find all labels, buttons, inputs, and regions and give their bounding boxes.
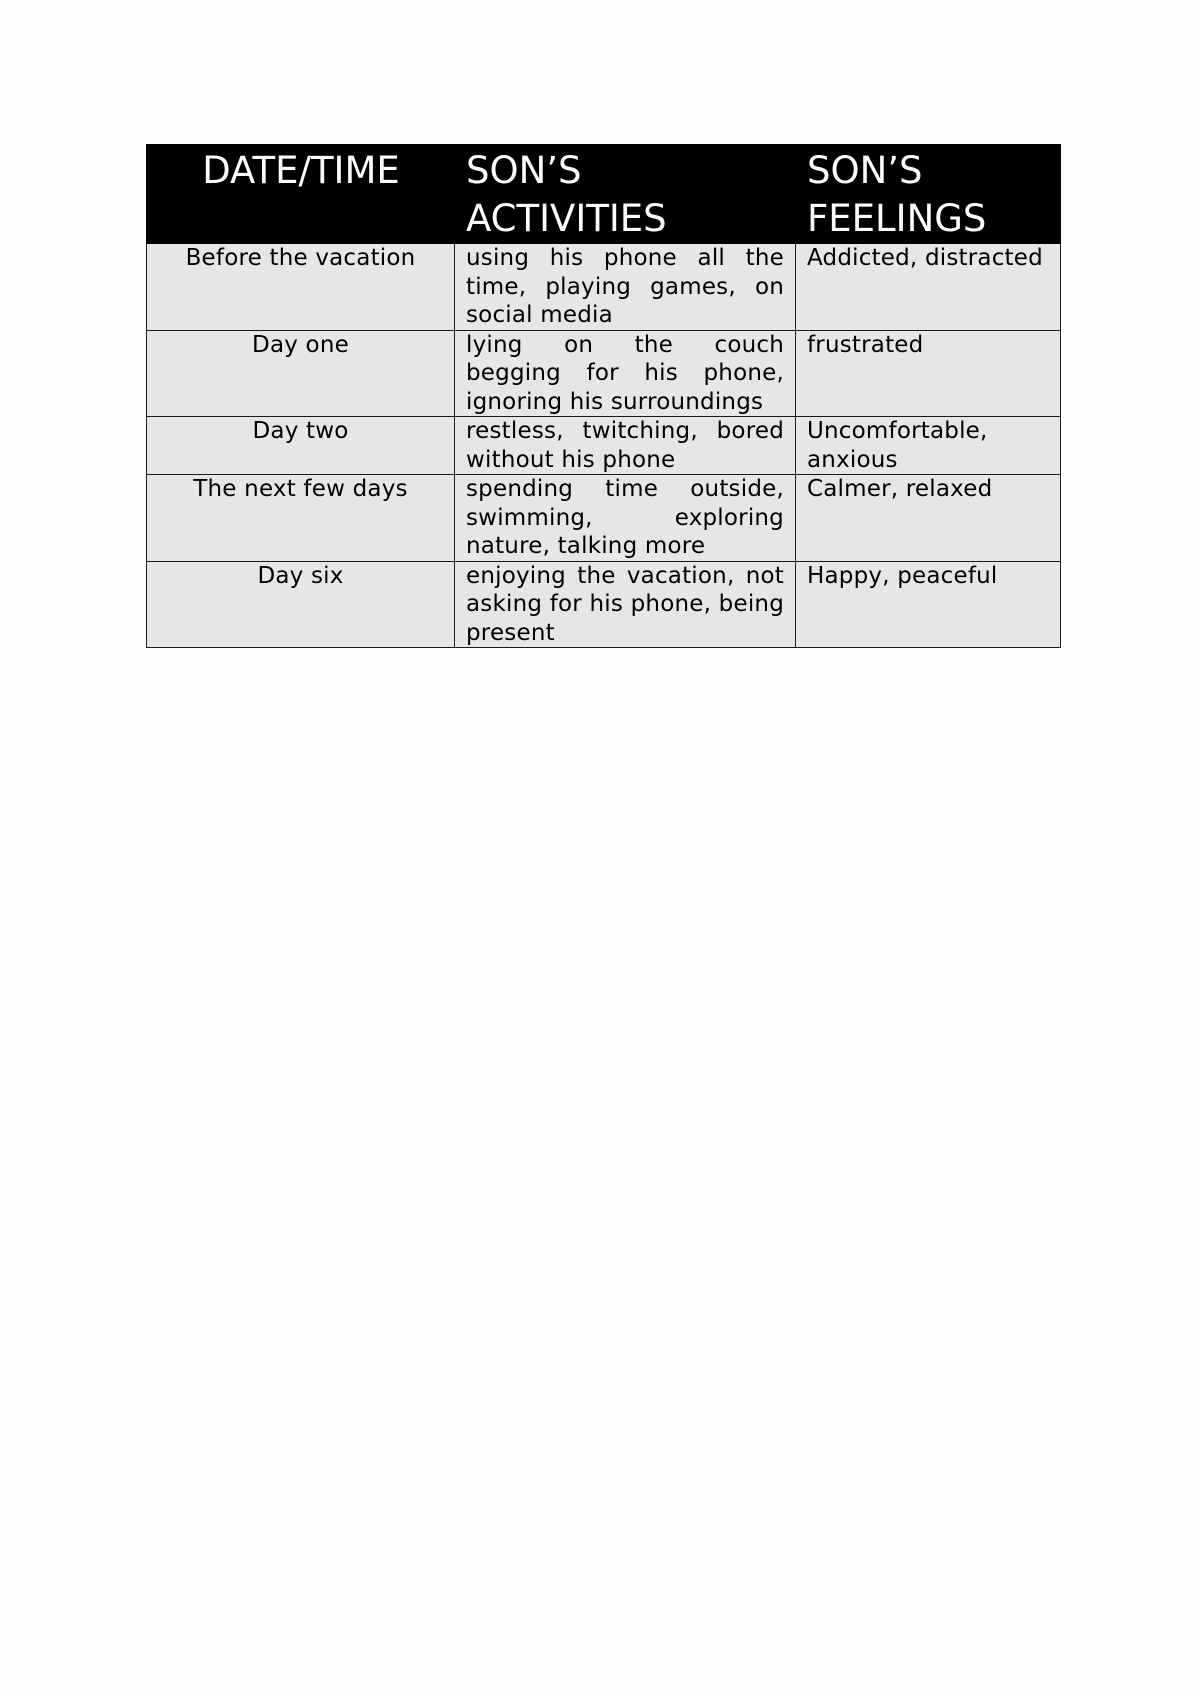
- date-cell: The next few days: [147, 475, 455, 562]
- table-row: [147, 244, 1061, 331]
- table-row: [147, 561, 1061, 648]
- feelings-cell: Happy, peaceful: [796, 561, 1061, 648]
- header-date-time: DATE/TIME: [147, 145, 455, 244]
- header-sons-feelings: SON’S FEELINGS: [796, 145, 1061, 244]
- date-cell: Day one: [147, 330, 455, 417]
- date-cell: Before the vacation: [147, 244, 455, 331]
- header-sons-activities: SON’S ACTIVITIES: [455, 145, 796, 244]
- feelings-cell: frustrated: [796, 330, 1061, 417]
- activities-cell: using his phone all the time, playing games, on social media: [455, 244, 796, 331]
- table-row: [147, 330, 1061, 417]
- table-header-row: [147, 145, 1061, 244]
- table-row: [147, 475, 1061, 562]
- activities-cell: enjoying the vacation, not asking for his phone, being present: [455, 561, 796, 648]
- date-cell: Day two: [147, 417, 455, 475]
- date-cell: Day six: [147, 561, 455, 648]
- feelings-cell: Addicted, distracted: [796, 244, 1061, 331]
- activities-feelings-table: [146, 144, 1061, 648]
- feelings-cell: Calmer, relaxed: [796, 475, 1061, 562]
- feelings-cell: Uncomfortable, anxious: [796, 417, 1061, 475]
- activities-cell: restless, twitching, bored without his phone: [455, 417, 796, 475]
- table-row: [147, 417, 1061, 475]
- activities-cell: lying on the couch begging for his phone, ignoring his surroundings: [455, 330, 796, 417]
- activities-cell: spending time outside, swimming, exploring nature, talking more: [455, 475, 796, 562]
